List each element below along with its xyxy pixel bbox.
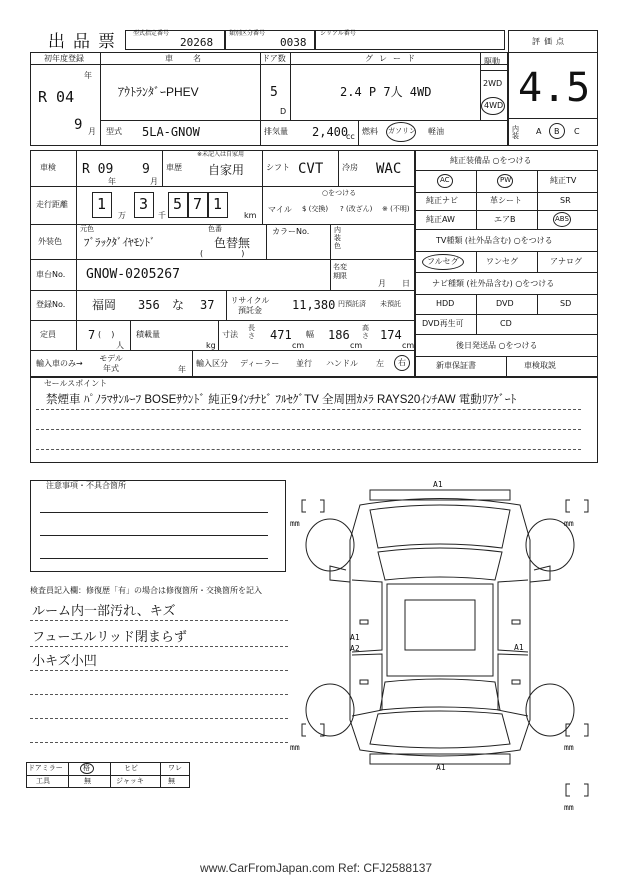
recycle-label: リサイクル預託金	[230, 296, 270, 315]
handle-label: ハンドル	[326, 359, 358, 368]
equip-leather: 革シート	[490, 196, 522, 205]
equip-aw: 純正AW	[426, 215, 455, 224]
height-cm: cm	[402, 341, 415, 350]
mileage-digit-5-value: 1	[213, 195, 223, 213]
serial-label: シリアル番号	[320, 30, 356, 37]
note-line-2: フューエルリッド閉まらず	[32, 629, 187, 644]
mileage-digit-4-value: 7	[193, 195, 203, 213]
usage: 自家用	[208, 163, 245, 177]
capacity-label: 定員	[40, 330, 56, 339]
equip-title: 純正装備品 ○をつける	[450, 156, 532, 165]
exterior-color: ﾌﾞﾗｯｸﾀﾞｲﾔﾓﾝﾄﾞ	[84, 237, 156, 249]
interior-a: A	[536, 127, 542, 136]
registration-kana: な	[172, 298, 185, 312]
drive-4wd: 4WD	[484, 101, 504, 110]
doors: 5	[270, 85, 278, 100]
odometer-exchange: $ (交換)	[302, 205, 329, 213]
table-crack: ヒビ	[124, 764, 138, 772]
tv-analog: アナログ	[550, 257, 582, 266]
height-label: 高さ	[362, 324, 369, 340]
parallel-option: 並行	[296, 359, 312, 368]
nav-hdd: HDD	[436, 299, 455, 308]
original-color-label: 元色	[80, 225, 94, 233]
mile-note: ○をつける	[322, 189, 357, 197]
recycle-amount: 11,380	[292, 298, 336, 312]
drive-2wd: 2WD	[483, 79, 503, 88]
interior-color-label: 内装色	[334, 226, 341, 250]
capacity-paren: ( )	[98, 330, 115, 339]
equip-tv: 純正TV	[550, 176, 577, 185]
month-unit: 月	[88, 127, 96, 136]
length-cm: cm	[292, 341, 305, 350]
name-change-label: 名変期限	[333, 263, 347, 280]
model-year-unit: 年	[178, 365, 186, 374]
year-unit: 年	[84, 71, 92, 80]
grade: 2.4 P 7人 4WD	[340, 85, 432, 99]
km-unit: km	[244, 211, 257, 220]
shift-label: シフト	[266, 163, 290, 172]
note-line-3: 小キズ小凹	[32, 653, 97, 668]
registration-label: 登録No.	[36, 300, 66, 309]
fuel-label: 燃料	[362, 127, 378, 136]
name-change-month: 月	[378, 279, 386, 288]
light-oil-label: 軽油	[428, 127, 444, 136]
inspection-era: R 09	[82, 162, 114, 177]
tv-oneseg: ワンセグ	[486, 257, 518, 266]
dimensions-label: 寸法	[222, 330, 238, 339]
mm-label-rl: mm	[290, 743, 300, 752]
auction-score: 4.5	[518, 65, 591, 111]
equip-pw: PW	[500, 176, 512, 184]
color-paren: ( )	[200, 249, 245, 258]
table-folding: 格	[83, 764, 90, 772]
inspection-month-unit: 月	[150, 177, 158, 186]
interior-b: B	[554, 127, 560, 136]
odometer-unknown: ※ (不明)	[382, 205, 410, 213]
registration-area: 福岡	[92, 298, 117, 312]
inspection-month: 9	[142, 162, 150, 177]
model-label: 型式	[106, 127, 122, 136]
recycle-status: 円預託済	[338, 300, 366, 308]
person-unit: 人	[116, 341, 124, 350]
odometer-tamper: ? (改ざん)	[340, 205, 373, 213]
usage-label: 車歴	[166, 163, 182, 172]
color-no-field: カラーNo.	[272, 227, 310, 236]
cooler-label: 冷房	[342, 163, 358, 172]
name-change-day: 日	[402, 279, 410, 288]
car-name-label: 車名	[165, 54, 221, 63]
tv-title: TV種類 (社外品含む) ○をつける	[436, 236, 553, 245]
length: 471	[270, 328, 292, 342]
length-label: 長さ	[248, 324, 255, 340]
equip-ac: AC	[440, 176, 450, 184]
model: 5LA-GNOW	[142, 125, 200, 139]
width-cm: cm	[350, 341, 363, 350]
man-unit: 万	[118, 211, 126, 220]
table-tools-value: 無	[84, 777, 91, 785]
registration-class: 356	[138, 298, 160, 312]
equip-nav: 純正ナビ	[426, 196, 458, 205]
type-number: 20268	[180, 36, 214, 49]
docs-title: 後日発送品 ○をつける	[456, 341, 538, 350]
handle-right: 右	[398, 358, 406, 367]
width: 186	[328, 328, 350, 342]
mark-right: A1	[514, 643, 524, 652]
mileage-label: 走行距離	[36, 200, 68, 209]
mileage-digit-1-value: 1	[97, 195, 107, 213]
equip-sr: SR	[560, 196, 571, 205]
note-line-1: ルーム内一部汚れ、キズ	[32, 603, 176, 618]
sales-text: 禁煙車 ﾊﾟﾉﾗﾏｻﾝﾙｰﾌ BOSEｻｳﾝﾄﾞ 純正9ｲﾝﾁﾅﾋﾞ ﾌﾙｾｸﾞTV 全周囲ｶﾒﾗ RAYS20ｲﾝﾁAW 電動ﾘｱｹﾞｰﾄ	[46, 394, 517, 406]
sales-label: セールスポイント	[44, 379, 108, 388]
doors-label: ドア数	[262, 54, 286, 63]
table-break: ワレ	[168, 764, 182, 772]
notes-label: 注意事項・不具合箇所	[46, 481, 126, 490]
mm-label-fl: mm	[290, 519, 300, 528]
mileage-digit-2-value: 3	[139, 195, 149, 213]
model-year-label: モデル年式	[99, 354, 123, 373]
nav-dvd: DVD	[496, 299, 514, 308]
mark-left-a2: A2	[350, 644, 360, 653]
interior-c: C	[574, 127, 580, 136]
recycle-unpaid: 未預託	[380, 300, 401, 308]
exterior-label: 外装色	[38, 237, 62, 246]
mm-label-fr: mm	[564, 519, 574, 528]
capacity: 7	[88, 328, 96, 342]
sen-unit: 千	[158, 211, 166, 220]
chassis-label: 車台No.	[36, 270, 66, 279]
fuel-gasoline: ガソリン	[388, 127, 416, 135]
score-label: 評価点	[532, 37, 568, 46]
table-tools: 工具	[36, 777, 50, 785]
registration-number: 37	[200, 298, 215, 312]
mile-label: マイル	[268, 205, 292, 214]
mark-rear: A1	[436, 763, 446, 772]
interior-label: 内装	[512, 125, 519, 140]
import-label: 輸入車のみ→	[36, 359, 83, 368]
docs-manual: 車検取説	[524, 361, 556, 370]
displacement-label: 排気量	[264, 127, 288, 136]
type-number-label: 型式指定番号	[133, 30, 170, 37]
handle-left: 左	[376, 359, 384, 368]
watermark-footer: www.CarFromJapan.com Ref: CFJ2588137	[200, 861, 433, 875]
color-change: 色替無	[214, 236, 251, 250]
class-number: 0038	[280, 36, 307, 49]
equip-airbag: エアB	[494, 215, 516, 224]
usage-note: ※未記入は自家用	[197, 151, 245, 158]
nav-dvd-play: DVD再生可	[422, 319, 464, 328]
grade-label: グレード	[365, 54, 421, 63]
car-damage-diagram	[290, 470, 610, 820]
shift: CVT	[298, 161, 324, 177]
kg-unit: kg	[206, 341, 216, 350]
table-jack: ジャッキ	[116, 777, 144, 785]
height: 174	[380, 328, 402, 342]
cc-unit: cc	[346, 132, 355, 141]
sales-points-box	[30, 377, 598, 463]
width-label: 幅	[306, 330, 314, 339]
equip-abs: ABS	[555, 215, 569, 223]
nav-sd: SD	[560, 299, 572, 308]
nav-cd: CD	[500, 319, 512, 328]
first-reg-era: R 04	[38, 88, 75, 106]
mark-front: A1	[433, 480, 443, 489]
load-label: 積載量	[136, 330, 160, 339]
mm-label-rr: mm	[564, 743, 574, 752]
inspection-year-unit: 年	[108, 177, 116, 186]
first-reg-label: 初年度登録	[44, 54, 84, 63]
mm-label-bottom: mm	[564, 803, 574, 812]
color-no-label: 色番	[208, 225, 222, 233]
mark-left-a1: A1	[350, 633, 360, 642]
form-title: 出品票	[48, 32, 123, 52]
class-number-label: 類別区分番号	[229, 30, 266, 37]
rear-left-wheel	[306, 684, 354, 736]
table-door-mirror: ドアミラー	[28, 764, 63, 772]
first-reg-month: 9	[74, 117, 83, 133]
front-left-wheel	[306, 519, 354, 571]
displacement: 2,400	[312, 125, 349, 139]
inspection-label: 車検	[40, 163, 56, 172]
car-name: ｱｳﾄﾗﾝﾀﾞｰPHEV	[118, 85, 199, 99]
mileage-digit-3-value: 5	[173, 195, 183, 213]
inspector-label: 検査員記入欄：修復歴「有」の場合は修復箇所・交換箇所を記入	[30, 586, 262, 595]
table-jack-value: 無	[168, 777, 175, 785]
docs-warranty: 新車保証書	[436, 361, 476, 370]
drive-label: 駆動	[484, 57, 500, 66]
cooler: WAC	[376, 161, 402, 177]
nav-title: ナビ種類 (社外品含む) ○をつける	[432, 279, 555, 288]
rear-right-wheel	[526, 684, 574, 736]
tv-fullseg: フルセグ	[427, 257, 459, 266]
dealer-option: ディーラー	[240, 359, 280, 368]
import-class-label: 輸入区分	[196, 359, 228, 368]
door-d: D	[280, 107, 287, 116]
chassis-number: GNOW-0205267	[86, 267, 180, 282]
